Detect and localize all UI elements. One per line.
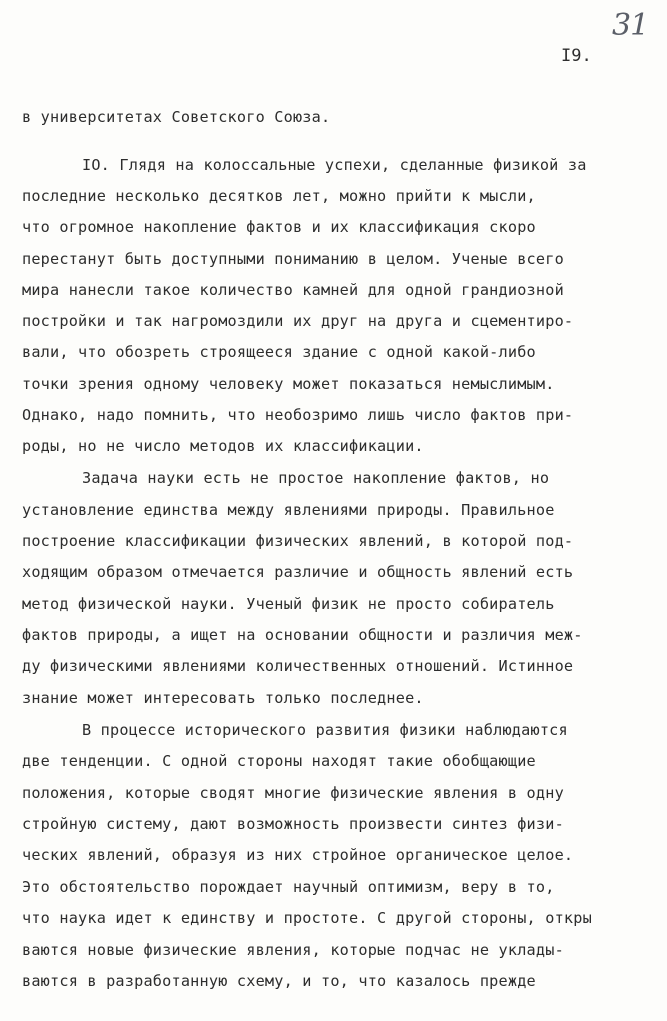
text-line: что наука идет к единству и простоте. С другой стороны, откры (22, 909, 592, 927)
page-number: I9. (561, 46, 592, 66)
text-line: Это обстоятельство порождает научный оптимизм, веру в то, (22, 878, 555, 896)
text-line: постройки и так нагромоздили их друг на друга и сцементиро- (22, 312, 574, 330)
text-line: вали, что обозреть строящееся здание с одной какой-либо (22, 343, 536, 361)
text-line: две тенденции. С одной стороны находят такие обобщающие (22, 752, 536, 770)
text-line: ческих явлений, образуя из них стройное органическое целое. (22, 846, 574, 864)
text-line: в университетах Советского Союза. (22, 108, 331, 126)
text-line: знание может интересовать только последнее. (22, 689, 424, 707)
text-line: мира нанесли такое количество камней для одной грандиозной (22, 281, 564, 299)
text-line: В процессе исторического развития физики наблюдаются (82, 721, 568, 739)
text-line: метод физической науки. Ученый физик не просто собиратель (22, 595, 555, 613)
handwritten-page-number: 31 (612, 8, 649, 43)
text-line: построение классификации физических явлений, в которой под- (22, 532, 574, 550)
text-line: последние несколько десятков лет, можно прийти к мысли, (22, 187, 536, 205)
text-line: что огромное накопление фактов и их классификация скоро (22, 218, 536, 236)
text-line: положения, которые сводят многие физические явления в одну (22, 784, 564, 802)
text-line: Задача науки есть не простое накопление фактов, но (82, 469, 550, 487)
text-line: стройную систему, дают возможность произвести синтез физи- (22, 815, 564, 833)
text-line: ваются новые физические явления, которые подчас не уклады- (22, 941, 564, 959)
text-line: точки зрения одному человеку может показаться немыслимым. (22, 375, 555, 393)
text-line: ваются в разработанную схему, и то, что казалось прежде (22, 972, 536, 990)
text-line: роды, но не число методов их классификации. (22, 437, 424, 455)
text-line: ходящим образом отмечается различие и общность явлений есть (22, 563, 574, 581)
text-line: ду физическими явлениями количественных отношений. Истинное (22, 657, 574, 675)
text-line: установление единства между явлениями природы. Правильное (22, 501, 555, 519)
text-line: перестанут быть доступными пониманию в целом. Ученые всего (22, 250, 564, 268)
text-line: фактов природы, а ищет на основании общности и различия меж- (22, 626, 583, 644)
text-line: IO. Глядя на колоссальные успехи, сделанные физикой за (82, 156, 587, 174)
text-line: Однако, надо помнить, что необозримо лишь число фактов при- (22, 406, 574, 424)
